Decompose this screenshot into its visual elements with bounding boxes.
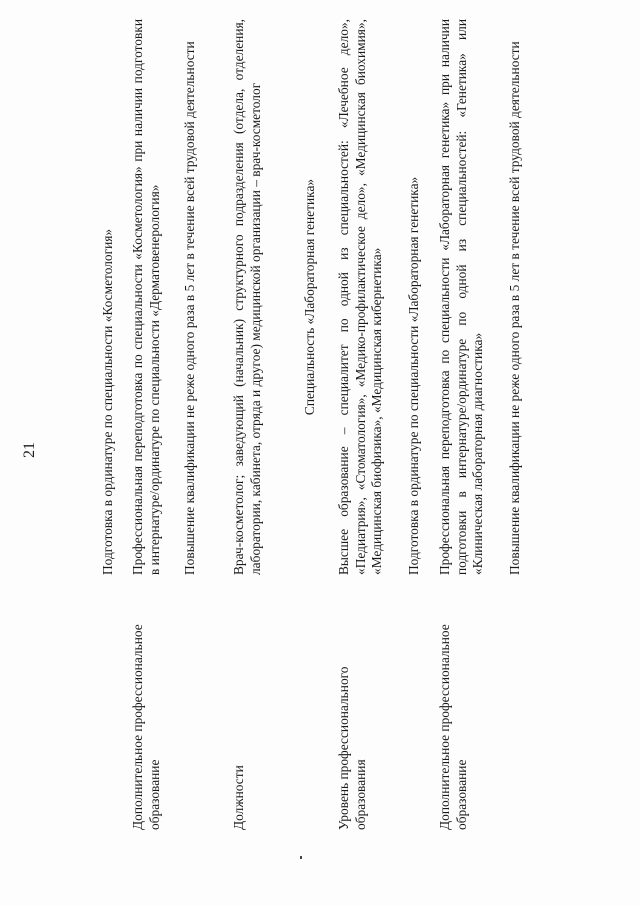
row-content xyxy=(130,19,199,575)
row-label: Дополнительное профессиональное образование xyxy=(130,624,162,830)
row-content xyxy=(437,19,523,575)
scan-speck xyxy=(300,856,302,859)
row-label: Уровень профессионального образования xyxy=(336,666,368,830)
paragraph: Профессиональная переподготовка по специальности «Косметология» при наличии подготовки в интернатуре/ординатуре по специальности «Дерматовенерология» xyxy=(130,19,162,575)
paragraph: Профессиональная переподготовка по специальности «Лабораторная генетика» при наличии подготовки в интернатуре/ординатуре по одной из специальностей: «Генетика» или «Клиническая лабораторная диагностика» xyxy=(437,19,485,575)
page-number: 21 xyxy=(21,442,38,458)
paragraph: Подготовка в ординатуре по специальности «Косметология» xyxy=(100,228,115,575)
paragraph: Повышение квалификации не реже одного раза в 5 лет в течение всей трудовой деятельности xyxy=(506,41,522,575)
row-content xyxy=(100,19,117,575)
row-content xyxy=(336,19,422,575)
paragraph: Повышение квалификации не реже одного раза в 5 лет в течение всей трудовой деятельности xyxy=(182,41,197,575)
section-title: Специальность «Лабораторная генетика» xyxy=(302,178,317,416)
paragraph: Врач-косметолог; заведующий (начальник) структурного подразделения (отдела, отделения, лаборатории, кабинета, отряда и другое) медицинской организации – врач-косметолог xyxy=(231,19,263,575)
row-label: Должности xyxy=(231,765,246,830)
paragraph: Подготовка в ординатуре по специальности «Лабораторная генетика» xyxy=(405,176,421,575)
row-label: Дополнительное профессиональное образование xyxy=(437,624,469,830)
row-content xyxy=(231,19,264,575)
paragraph: Высшее образование – специалитет по одной из специальностей: «Лечебное дело», «Педиатрия», «Стоматология», «Медико-профилактическое дело», «Медицинская биохимия», «Медицинская биофизика», «Медицинская кибернетика» xyxy=(336,19,384,575)
